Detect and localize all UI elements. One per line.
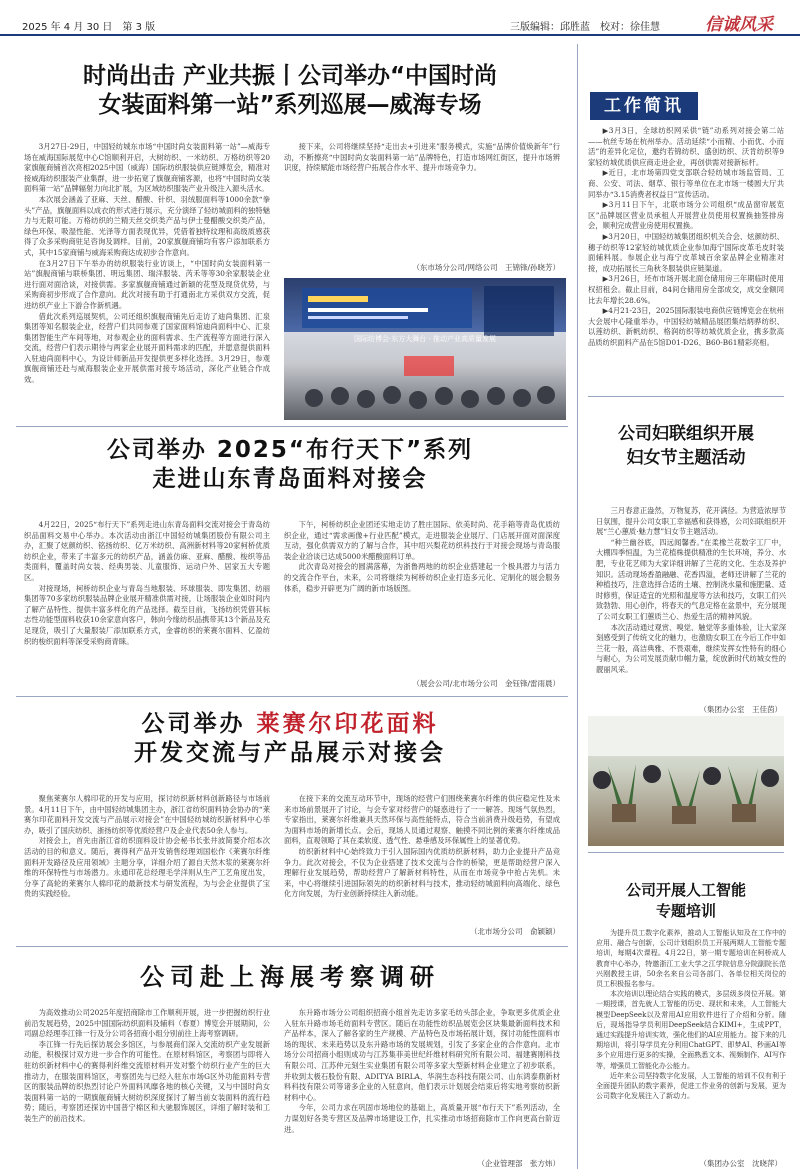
article1-headline <box>14 62 566 120</box>
article4-byline: （企业管理部 张方炜） <box>477 1159 560 1168</box>
exhibition-scene-graphic <box>284 278 566 420</box>
divider <box>16 946 568 947</box>
article4-headline: 公司赴上海展考察调研 <box>140 963 440 991</box>
womens-day-body <box>596 506 786 702</box>
brief-item: ▶4月21-23日，2025国际服装电商供应链博览会在杭州大会展中心隆重举办，中国轻纺城精品展团集结炳骅纺织、以莲纺织、新帆纺织、格润纺织等纺城优质企业，携多款高品质纺织面料产品在5馆D01-D26、B60-B61精彩亮相。 <box>588 306 784 347</box>
editor-line: 三版编辑：邱胜蓝 校对：徐佳慧 <box>510 22 660 33</box>
ai-training-para: 本次培训以理论结合实践的模式，多层级多岗位开展。第一期授课，首先就人工智能的历史、现状和未来，人工智能大模型DeepSeek以及常用AI应用软件进行了介绍和分析。随后，现场指导学员利用DeepSeek结合KIMI+，生成PPT，通过实践提升培训实效，强化他们的AI应用能力。接下来的几期培训，将引导学员充分利用ChatGPT、即梦AI、秒画AI等多个应用进行更多的实操，全面熟悉文本、视频制作、AI写作等，增强员工智能化办公能力。 <box>596 990 786 1070</box>
article3-para: 对接会上，首先由浙江省纺织面料设计协会秘书长张井波简要介绍本次活动的目的和意义。随后，赛得利产品开发销售经理刘国松作《莱赛尔纤维面料开发路径及应用领域》主题分享，详细介绍了源自天然木浆的莱赛尔纤维的环保特性与市场潜力。永通印花总经理毛学洋则从生产工艺角度出发，分享了高轮的莱赛尔人棉印花的最新技术与研发流程，为与会企业提供了宝贵的实践经验。 <box>24 836 270 899</box>
article3-title-line1 <box>14 710 566 739</box>
column-divider <box>577 44 578 1169</box>
divider <box>588 852 784 853</box>
flower-workshop-graphic <box>588 716 784 846</box>
article2-body-col1 <box>24 520 270 688</box>
article3-headline <box>14 710 566 768</box>
article2-para: 下午，柯桥纺织企业团还实地走访了胜庄国际、依美时尚、花手箱等青岛优质纺织企业，通过“需求画像+行业匹配”模式，走进服装企业展厅、门店展开面对面深度互动，强化供需双方的了解与合作，其中绍兴梨花纺织科技行于对接会现场与青岛服装企业洽谈已达成5000米醋酸面料订单。 <box>284 520 560 561</box>
brief-list <box>588 126 784 388</box>
article1-title-line2: 女装面料第一站”系列巡展—威海专场 <box>98 91 482 118</box>
womens-day-photo <box>588 716 784 846</box>
article1-para: 借此次系列巡展契机，公司还组织旗舰商铺先后走访了迪尚集团、汇泉集团等知名服装企业，经营户们共同参观了国家面料馆迪尚面料中心、汇泉集团智能生产车间等地，对参观企业的面料需求、生产流程等方面进行深入交流，经营户们表示期待与两家企业展开面料需求的匹配，并愿意提供面料入驻迪尚面料中心，为设计师新品开发提供更多样化选择。3月29日，参观旗舰商铺还赴与威海服装企业开展供需对接专场活动，深化产业链合作成效。 <box>24 311 270 385</box>
article2-headline <box>14 436 566 494</box>
article2-title-line2: 走进山东青岛面料对接会 <box>152 465 428 492</box>
article3-title-highlight: 莱赛尔印花面料 <box>256 711 439 737</box>
ai-training-title-line2: 专题培训 <box>655 902 716 920</box>
article3-byline: （北市场分公司 俞颖颖） <box>470 927 560 936</box>
article1-para: 本次展会涵盖了亚麻、天丝、醋酸、针织、羽绒服面料等1000余款“拳头”产品，旗舰面料以成衣的形式进行展示，充分演绎了轻纺城面料的独特魅力与无限可能。万格纺织的兰精天丝交织类产品与伊士曼醋酸交织类产品，绿色环保、吸湿性能、光泽等方面表现优异，凭借着独特纹理和高级质感获得了众多采购商驻足咨询及调样。目前，20家旗舰商铺均有客户添加联系方式，其中15家商铺与威海采购商达成初步合作意向。 <box>24 194 270 257</box>
womens-day-title-line2: 妇女节主题活动 <box>626 448 746 468</box>
womens-day-para: “种兰幽谷底，四远闻馨香。”在柔橡兰花数字工厂中，大棚四季恒温，为兰花植株提供精准的生长环境，养分、水肥，专业花艺师为大家详细讲解了兰花的文化、生态及养护知识。活动现场香盈融融、花香四溢，老师还讲解了兰花的种植技巧，注意选择合适的土壤、控制浇水量和施肥量、适时修剪，保证适宜的光照和温度等方法和技巧，女职工们兴致勃勃、用心创作，将春天的气息定格在盆景中，充分展现了公司女职工们蕙质兰心、热爱生活的精神风貌。 <box>596 537 786 621</box>
article1-body-col2 <box>284 142 560 270</box>
article4-para: 东升路市场分公司组织招商小组首先走访多家毛纺头部企业，争取更多优质企业入驻东升路市场毛纺面料专营区。随后在功能性纺织品展览会区块集最新面料技术和产品样本，深入了解各家的生产规模、产品特色及市场拓展计划，探讨功能性面料市场的现状、未来趋势以及东升路市场的发展规划，引发了多家企业的合作意向。北市场分公司招商小组则成功与江苏集菲美世纪纤维材料研究所有限公司、福建赛刚科技有限公司、江苏仲元刻生实业集团有限公司等多家大型新材料企业建立了初步联系，并收到太极石股份有限、ADITYA BIRLA、华润生态科技有限公司、山东鸿泰鼎新材料科技有限公司等诸多企业的入驻意向，他们表示计划展会结束后将实地考察纺织新材料中心。 <box>284 1008 560 1102</box>
issue-date: 2025 年 4 月 30 日 第 3 版 <box>22 22 156 33</box>
article4-para: 为高效推动公司2025年度招商除市工作顺利开展，进一步把握纺织行业前沿发展趋势，2025中国国际纺织面料及辅料（春夏）博览会开展期间，公司副总经理李江锋一行及分公司各招商小组分别前往上海考察调研。 <box>24 1008 270 1039</box>
article1-para: 接下来，公司将继续坚持“走出去+引进来”服务模式，实施“品牌价值焕新年”行动，不断擦亮“中国时尚女装面料第一站”品牌特色，打造市场网红街区，提升市场辨识度，持续赋能市场经营户拓展合作水平、提升市场竞争力。 <box>284 142 560 173</box>
article4-para: 李江锋一行先后探访展会多馆区，与参展商们深入交流纺织产业发展新动能，积极探讨双方进一步合作的可能性。在原材料馆区，考察团与即将入驻纺织新材料中心的赛得利纤维交流原材料开发对整个纺织行业产生的巨大推动力，在服装面料馆区，考察团先与已经入驻东市场G区外功能面料专营区的服装品牌纺织热烈讨论户外面料风靡各地的核心关键，又与中国时尚女装面料第一站的一期旗舰商铺大树纺织深度探讨了解当前女装面料的流行趋势；随后，考察团还探访中国普宁棉区和大驰服饰展区，详细了解时装和工装生产的前沿技术。 <box>24 1039 270 1123</box>
article1-para: 在3月27日下午举办的纺织服装行业访谈上，“中国时尚女装面料第一站”旗舰商铺与联桥集团、明远集团、瑞洋服装、芮禾等等30余家服装企业进行面对面洽谈，对接供需。多家旗舰商铺通过新颖的花型及现货优势，与采购商初步形成了合作意向。此次对接有助于打通南北方采供双方交流，促进纺织产业上下游合作新机遇。 <box>24 258 270 310</box>
ai-training-para: 为提升员工数字化素养，推动人工智能认知及在工作中的应用、融合与创新，公司计划组织员工开展两期人工智能专题培训，每期4次课程。4月22日，第一期专题培训在柯桥成人教育中心举办，特邀浙江工业大学之江学院信息分院副院长范兴刚教授主讲，50余名来自公司各部门、各单位相关岗位的员工积极报名参与。 <box>596 929 786 989</box>
article2-para: 对接现场，柯桥纺织企业与青岛当地服装、环球服装、即发集团、纺丽集团等70多家纺织服装品牌企业展开精准供需对接，让场服装企业如时间内了解产品特性、提供丰富多样化的产品选择。截至目前，飞扬纺织凭借其标志性功能型面料收获10余家意向客户，韩向今缘纺织品携带其13个新品及充足现货，吸引了大量服装厂添加联系方式，金睿纺织的莱赛尔面料、亿盈纺织的梭织面料等深受采购商青睐。 <box>24 583 270 646</box>
brief-item: ▶3月20日，中国轻纺城集团组织机关合会、炫颜纺织、穗子纺织等12家轻纺城优质企业参加海宁国际皮革毛皮时装面辅料展。参展企业与海宁皮革城百余家品牌企业精准对接，成功拓展长三角秋冬服装供应链渠道。 <box>588 231 784 273</box>
article3-title-line2: 开发交流与产品展示对接会 <box>134 739 446 766</box>
article2-byline: （展会公司/北市场分公司 金钰锋/雷雨晨） <box>412 679 560 688</box>
article3-body-col2 <box>284 794 560 922</box>
article1-para: 3月27日-29日，中国轻纺城东市场“中国时尚女装面料第一站”—威海专场在威海国际展览中心C馆顺利开启，大树纺织、一米纺织、万格纺织等20家旗舰商铺首次亮相2025中国（威海）国际纺织服装供应链博览会，精准对接威海纺织服装产业集群，进一步拓宽了旗舰商铺客源，也将“中国时尚女装面料第一站”品牌辐射力向北扩展，为区域纺织服装产业升级注入源头活水。 <box>24 142 270 194</box>
article2-title-line1: 公司举办 2025“布行天下”系列 <box>106 437 474 463</box>
ai-training-title-line1: 公司开展人工智能 <box>625 881 746 899</box>
article4-para: 今年，公司力求在巩固市场地位的基础上，高质量开展“布行天下”系列活动，全力谋划好各类专营区及品牌市场建设工作，扎实推动市场招商除市工作向更高台阶迈进。 <box>284 1103 560 1134</box>
brief-item: ▶3月3日，全球纺织网采供“链”动系列对接会第二站——杭丝专场在杭州举办。活动延续“小而精、小而优、小而活”的差异化定位，邀约若锦纺织、盛创纺织、沃肯纺织等9家轻纺城优质供应商走进企业，再创供需对接新标杆。 <box>588 126 784 167</box>
article3-title-prefix: 公司举办 <box>141 711 246 737</box>
brief-item: ▶3月26日，坯布市场开展北面仓储用房三年期临时使用权招租会。截止目前，84间仓储用房全部成交，成交金额同比去年增长28.6%。 <box>588 274 784 305</box>
article2-body-col2 <box>284 520 560 676</box>
ai-training-byline: （集团办公室 沈晓萍） <box>699 1159 782 1168</box>
brief-item: ▶近日，北市场第四党支部联合轻纺城市场监管局、工商、公安、司法、烟草、银行等单位在北市场一楼圆大厅共同举办“3.15消费者权益日”宣传活动。 <box>588 168 784 199</box>
womens-day-para: 三月春意正盎然，万物复苏，花开满径。为营造浓厚节日氛围，提升公司女职工幸福感和获得感，公司妇联组织开展“兰心蕙质·魅力慧”妇女节主题活动。 <box>596 506 786 537</box>
brief-item: ▶3月11日下午，北联市场分公司组织“成品窗帘展览区”品牌展区营业员承租人开展营业员使用权置换抽签排房会，顺利完成营业房使用权置换。 <box>588 200 784 231</box>
article1-photo <box>284 278 566 420</box>
ai-training-para: 近年来公司坚持数字化发展，人工智能的培训不仅有利于全面提升团队的数字素养，促进工作业务的创新与发展，更为公司数字化发展注入了新动力。 <box>596 1071 786 1101</box>
article1-byline: （东市场分公司/网络公司 王锦锋/孙晓芳） <box>412 263 560 272</box>
article3-para: 纺织新材料中心始终致力于引入国际国内优质纺织新材料，助力企业提升产品竞争力。此次对接会，不仅为企业搭建了技术交流与合作的桥梁，更是帮助经营户深入理解行业发展趋势，帮助经营户了解新材料特性，从而在市场竞争中抢占先机。未来，中心将继续引进国际领先的纺织新材料与技术，推动轻纺城面料向高端化、绿色化方向发展，为行业创新持续注入新动能。 <box>284 846 560 899</box>
article2-para: 此次青岛对接会的圆满落幕，为浙鲁两地的纺织企业搭建起一个极具潜力与活力的交流合作平台，未来，公司将继续为柯桥纺织企业打造多元化、定制化的展会服务体系，稳步开辟更为广阔的新市场版图。 <box>284 562 560 593</box>
womens-day-para: 本次活动通过观赏、嗅觉、触觉等多重体验，让大家深刻感受到了传统文化的魅力，也激励女职工在今后工作中如兰花一般，高洁典雅、不畏艰难，继续发挥女性特有的细心与耐心，为公司发展贡献巾帼力量，绽放新时代纺城女性的靓丽风采。 <box>596 622 786 674</box>
article2-para: 4月22日，2025“布行天下”系列走进山东青岛面料交流对接会于青岛纺织品面料交易中心举办。本次活动由浙江中国轻纺城集团股份有限公司主办，汇聚了炫颜纺织、铭扬纺织、亿万米纺织、高洲新材料等20家柯桥优质纺织企业，带来了丰富多元的纺织产品，涵盖仿麻、亚麻、醋酸、梭织等品类面料，覆盖时尚女装、经典男装、儿童服饰、运动户外、居家五大专题区。 <box>24 520 270 582</box>
article4-body-col2 <box>284 1008 560 1156</box>
article4-body-col1 <box>24 1008 270 1168</box>
womens-day-title-line1: 公司妇联组织开展 <box>618 424 754 444</box>
brief-title: 工作简讯 <box>590 92 698 120</box>
page-header <box>0 0 800 36</box>
womens-day-headline <box>588 422 784 470</box>
article1-body-col1 <box>24 142 270 412</box>
divider <box>16 696 568 697</box>
article1-title-line1: 时尚出击 产业共振丨公司举办“中国时尚 <box>82 63 498 89</box>
article1-photo-caption: 国际纺博会·东方大舞台 · 推动产业高质量发展 <box>354 335 496 343</box>
brand-logo: 信诚风采 <box>705 15 773 35</box>
divider <box>16 426 568 427</box>
ai-training-body <box>596 928 786 1156</box>
ai-training-headline <box>588 880 784 922</box>
article3-para: 在接下来的交流互动环节中，现场的经营户们围绕莱赛尔纤维的供应稳定性及未来市场前景展开了讨论，与会专家对经营户的疑惑进行了一一解答。现场气氛热烈，专家指出，莱赛尔纤维兼具天然环保与高性能特点，符合当前消费升级趋势，有望成为面料市场的新增长点。会后，现场人员通过观察、触摸不同比例的莱赛尔纤维成品面料，直观领略了其在柔软度、透气性、悬垂感及环保属性上的显著优势。 <box>284 794 560 846</box>
divider <box>588 396 784 397</box>
article3-body-col1 <box>24 794 270 942</box>
womens-day-byline: （集团办公室 王佳茵） <box>699 705 782 714</box>
article3-para: 聚焦莱赛尔人棉印花的开发与应用，探讨纺织新材料创新路径与市场前景。4月11日下午，由中国轻纺城集团主办，浙江省纺织面料协会协办的“莱赛尔印花面料开发交流与产品展示对接会”在中国轻纺城纺织新材料中心举办，吸引了国庆纺织、浙扬纺织等优质经营户及企业代表50余人参与。 <box>24 794 270 835</box>
